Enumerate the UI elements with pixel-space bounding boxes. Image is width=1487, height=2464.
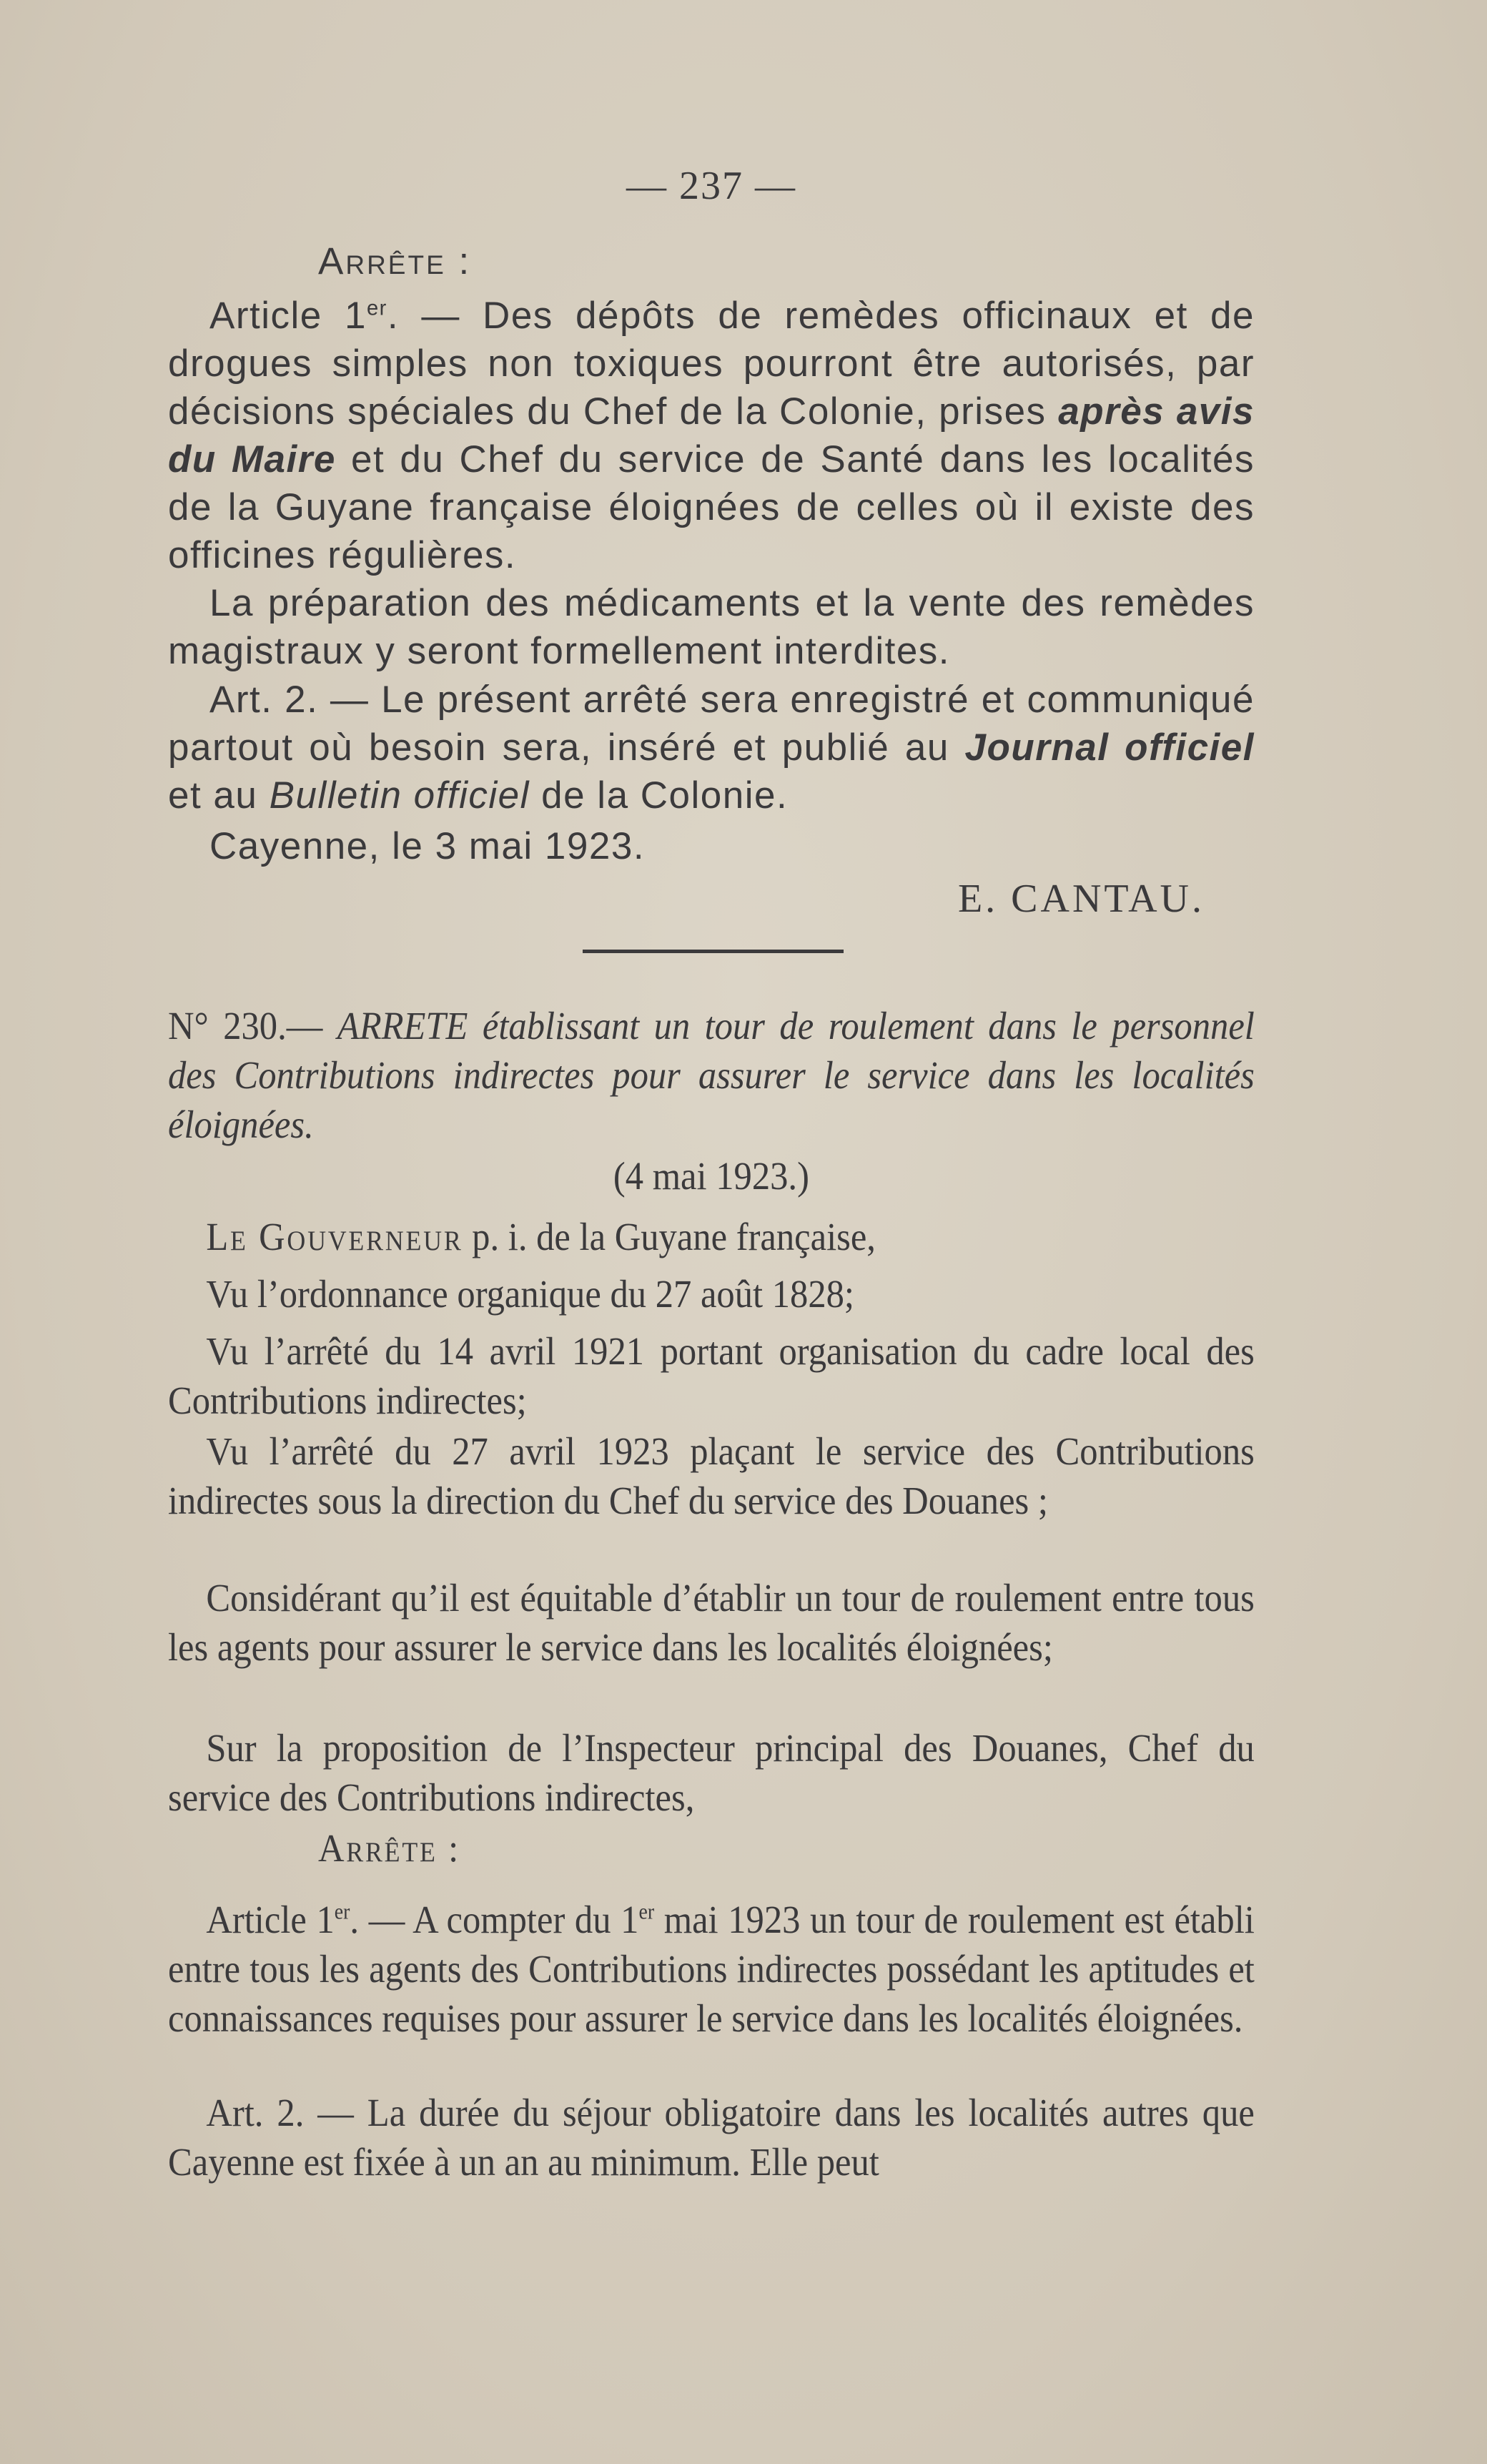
art2-text-b: et au (168, 774, 270, 817)
art1-text-2b: mai 1923 un tour de roulement est établi entre tous les agents des Contributions indirectes possédant les aptitudes et connaissances requises pour assurer le service dans les localités éloignées. (168, 1898, 1255, 2040)
art1-sup: er (366, 297, 387, 320)
decree-date: (4 mai 1923.) (613, 1154, 809, 1198)
paragraph-preparation: La préparation des médicaments et la vente des remèdes magistraux y seront formellement interdites. (168, 582, 1255, 672)
art1-emphasis: après avis du Maire (168, 390, 1255, 481)
vu-arrete-1923: Vu l’arrêté du 27 avril 1923 plaçant le service des Contributions indirectes sous la direction du Chef du service des Douanes ; (168, 1429, 1255, 1522)
art1-label: Article 1 (209, 295, 367, 337)
art1-label-2: Article 1 (206, 1898, 335, 1941)
sur-proposition: Sur la proposition de l’Inspecteur principal des Douanes, Chef du service des Contributions indirectes, (168, 1726, 1255, 1819)
art2-text-c: de la Colonie. (529, 774, 789, 817)
article-2-second: Art. 2. — La durée du séjour obligatoire dans les localités autres que Cayenne est fixée à un an au minimum. Elle peut (168, 2091, 1255, 2184)
considerant: Considérant qu’il est équitable d’établir un tour de roulement entre tous les agents pour assurer le service dans les localités éloignées; (168, 1576, 1255, 1669)
art1-text-2a: . — A compter du 1 (350, 1898, 639, 1941)
governor-rest: p. i. de la Guyane française, (463, 1215, 876, 1258)
art1-text-b: et du Chef du service de Santé dans les localités de la Guyane française éloignées de celles où il existe des officines régulières. (168, 438, 1255, 576)
decree-title (168, 1001, 1255, 1149)
article-2-first (168, 676, 1255, 819)
art1-sup-3: er (638, 1899, 655, 1924)
article-1-first (168, 292, 1255, 579)
decree-title-text: ARRETE établissant un tour de roulement dans le personnel des Contributions indirectes pour assurer le service dans les localités éloignées. (168, 1004, 1255, 1146)
art1-sup-2: er (334, 1899, 350, 1924)
signature: E. CANTAU. (957, 877, 1205, 921)
decree-number: N° 230.— (168, 1004, 337, 1048)
governor-title: Le Gouverneur (206, 1215, 463, 1258)
page-number: — 237 — (626, 164, 796, 208)
bulletin-officiel: Bulletin officiel (269, 774, 530, 817)
article-1-second (168, 1895, 1255, 2043)
arrete-heading-1: Arrête : (318, 240, 472, 282)
vu-ordonnance: Vu l’ordonnance organique du 27 août 1828; (206, 1272, 854, 1316)
arrete-heading-2: Arrête : (318, 1826, 460, 1870)
art1-text-a: . — Des dépôts de remèdes officinaux et de drogues simples non toxiques pourront être autorisés, par décisions spéciales du Chef de la Colonie, prises (168, 295, 1255, 433)
date-line-1: Cayenne, le 3 mai 1923. (209, 825, 646, 867)
art2-text-a: Art. 2. — Le présent arrêté sera enregistré et communiqué partout où besoin sera, inséré et publié au (168, 679, 1255, 769)
journal-officiel: Journal officiel (964, 726, 1255, 769)
vu-arrete-1921: Vu l’arrêté du 14 avril 1921 portant organisation du cadre local des Contributions indirectes; (168, 1329, 1255, 1422)
separator-rule (583, 950, 844, 953)
governor-line (168, 1212, 1255, 1261)
